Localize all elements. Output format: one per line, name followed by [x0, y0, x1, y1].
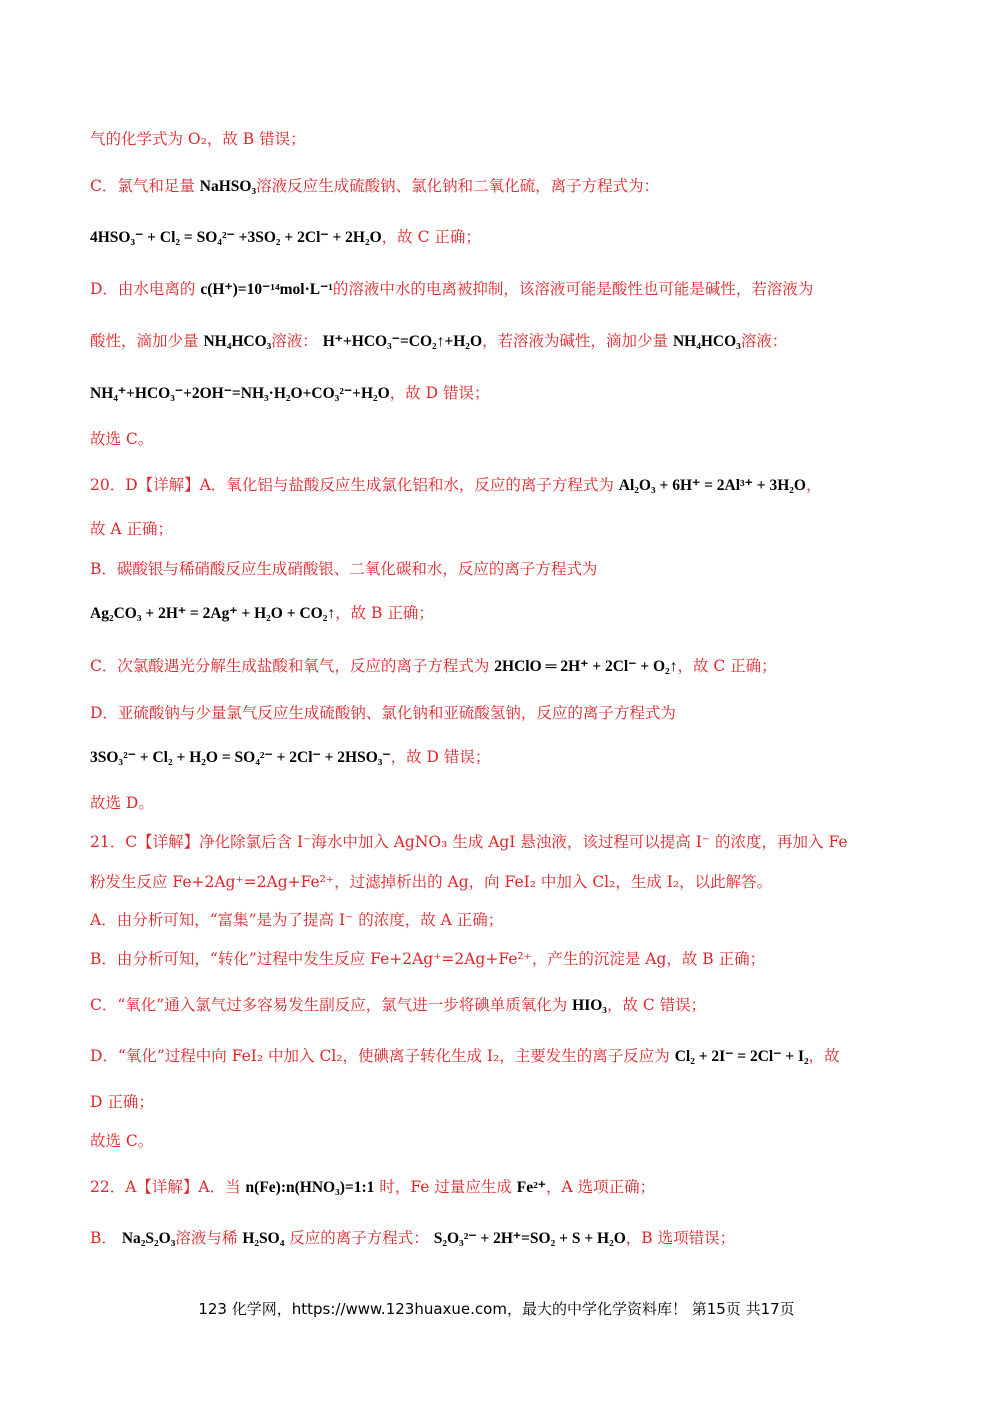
- formula: NH₄HCO₃: [672, 333, 741, 350]
- text-line: [90, 1130, 913, 1152]
- line-text: ，故 B 正确；: [335, 604, 434, 622]
- formula: NaHSO₃: [199, 178, 257, 195]
- line-text: 酸性，滴加少量: [90, 332, 204, 350]
- text-line: [90, 558, 913, 580]
- line-text: 的溶液中水的电离被抑制，该溶液可能是酸性也可能是碱性，若溶液为: [332, 280, 814, 298]
- text-line: [90, 382, 913, 405]
- line-text: D．亚硫酸钠与少量氯气反应生成硫酸钠、氯化钠和亚硫酸氢钠，反应的离子方程式为: [90, 704, 676, 722]
- formula: 2HClO ═ 2H⁺ + 2Cl⁻ + O₂↑: [494, 658, 678, 675]
- text-line: [90, 518, 913, 540]
- line-text: ，: [805, 476, 822, 494]
- formula: n(Fe):n(HNO₃)=1:1: [245, 1179, 375, 1196]
- formula: NH₄HCO₃: [203, 333, 272, 350]
- text-line: [90, 602, 913, 625]
- formula: Ag₂CO₃ + 2H⁺ = 2Ag⁺ + H₂O + CO₂↑: [90, 605, 336, 622]
- formula: NH₄⁺+HCO₃⁻+2OH⁻=NH₃·H₂O+CO₃²⁻+H₂O: [90, 385, 390, 402]
- line-text: B．由分析可知，“转化”过程中发生反应 Fe+2Ag⁺=2Ag+Fe²⁺，产生的沉淀是 Ag，故 B 正确；: [90, 950, 766, 968]
- line-text: 粉发生反应 Fe+2Ag⁺=2Ag+Fe²⁺，过滤掉析出的 Ag，向 FeI₂ 中加入 Cl₂，生成 I₂，以此解答。: [90, 873, 773, 891]
- line-text: 故选 C。: [90, 430, 154, 448]
- formula: H⁺+HCO₃⁻=CO₂↑+H₂O: [322, 333, 483, 350]
- formula: Fe²⁺: [516, 1179, 546, 1196]
- line-text: D．“氧化”过程中向 FeI₂ 中加入 Cl₂，使碘离子转化生成 I₂，主要发生的离子反应为: [90, 1047, 675, 1065]
- text-line: [90, 831, 913, 853]
- text-line: [90, 746, 913, 769]
- line-text: 故选 C。: [90, 1132, 154, 1150]
- line-text: 溶液：: [271, 332, 323, 350]
- line-text: B．: [90, 1229, 122, 1247]
- line-text: C．氯气和足量: [90, 177, 200, 195]
- line-text: 溶液：: [740, 332, 788, 350]
- formula: 3SO₃²⁻ + Cl₂ + H₂O = SO₄²⁻ + 2Cl⁻ + 2HSO₃⁻: [90, 749, 391, 766]
- line-text: 溶液与稀: [175, 1229, 243, 1247]
- line-text: 故 A 正确；: [90, 520, 174, 538]
- line-text: ，故 D 错误；: [389, 384, 490, 402]
- line-text: D 正确；: [90, 1093, 154, 1111]
- text-line: [90, 1176, 913, 1199]
- text-line: [90, 474, 913, 497]
- line-text: ，故 D 错误；: [390, 748, 491, 766]
- formula: Cl₂ + 2I⁻ = 2Cl⁻ + I₂: [674, 1048, 809, 1065]
- formula: Na₂S₂O₃: [121, 1230, 176, 1247]
- line-text: 故选 D。: [90, 794, 154, 812]
- text-line: [90, 909, 913, 931]
- line-text: ，B 选项错误；: [625, 1229, 736, 1247]
- line-text: 时，Fe 过量应生成: [374, 1178, 517, 1196]
- line-text: C．次氯酸遇光分解生成盐酸和氧气，反应的离子方程式为: [90, 657, 495, 675]
- text-line: [90, 994, 913, 1017]
- text-line: [90, 948, 913, 970]
- text-line: [90, 1227, 913, 1250]
- text-line: [90, 702, 913, 724]
- text-line: [90, 792, 913, 814]
- line-text: ，若溶液为碱性，滴加少量: [482, 332, 673, 350]
- line-text: 反应的离子方程式：: [284, 1229, 434, 1247]
- formula: H₂SO₄: [242, 1230, 285, 1247]
- formula: HIO₃: [572, 997, 607, 1014]
- line-text: ，故 C 正确；: [381, 228, 481, 246]
- text-line: [90, 278, 913, 301]
- line-text: D．由水电离的: [90, 280, 201, 298]
- line-text: ，故 C 正确；: [677, 657, 777, 675]
- line-text: 21．C【详解】净化除氯后含 I⁻海水中加入 AgNO₃ 生成 AgI 悬浊液，该过程可以提高 I⁻ 的浓度，再加入 Fe: [90, 833, 848, 851]
- text-line: [90, 226, 913, 249]
- text-line: [90, 1091, 913, 1113]
- text-line: [90, 655, 913, 678]
- line-text: 气的化学式为 O₂，故 B 错误；: [90, 130, 306, 148]
- line-text: C．“氧化”通入氯气过多容易发生副反应，氯气进一步将碘单质氧化为: [90, 996, 573, 1014]
- text-line: [90, 128, 913, 150]
- formula: 4HSO₃⁻ + Cl₂ = SO₄²⁻ +3SO₂ + 2Cl⁻ + 2H₂O: [90, 229, 382, 246]
- line-text: 20．D【详解】A．氧化铝与盐酸反应生成氯化铝和水，反应的离子方程式为: [90, 476, 619, 494]
- text-line: [90, 871, 913, 893]
- line-text: B．碳酸银与稀硝酸反应生成硝酸银、二氧化碳和水，反应的离子方程式为: [90, 560, 598, 578]
- text-line: [90, 330, 913, 353]
- formula: S₂O₃²⁻ + 2H⁺=SO₂ + S + H₂O: [433, 1230, 626, 1247]
- text-line: [90, 175, 913, 198]
- line-text: 22．A【详解】A．当: [90, 1178, 246, 1196]
- line-text: 溶液反应生成硫酸钠、氯化钠和二氧化硫，离子方程式为：: [256, 177, 660, 195]
- text-line: [90, 1045, 913, 1068]
- line-text: ，故: [808, 1047, 840, 1065]
- line-text: A．由分析可知，“富集”是为了提高 I⁻ 的浓度，故 A 正确；: [90, 911, 504, 929]
- page-footer: 123 化学网，https://www.123huaxue.com，最大的中学化学资料库！ 第15页 共17页: [198, 1300, 795, 1318]
- formula: Al₂O₃ + 6H⁺ = 2Al³⁺ + 3H₂O: [618, 477, 806, 494]
- formula: c(H⁺)=10⁻¹⁴mol·L⁻¹: [200, 281, 333, 298]
- line-text: ，故 C 错误；: [606, 996, 707, 1014]
- line-text: ，A 选项正确；: [545, 1178, 656, 1196]
- text-line: [90, 428, 913, 450]
